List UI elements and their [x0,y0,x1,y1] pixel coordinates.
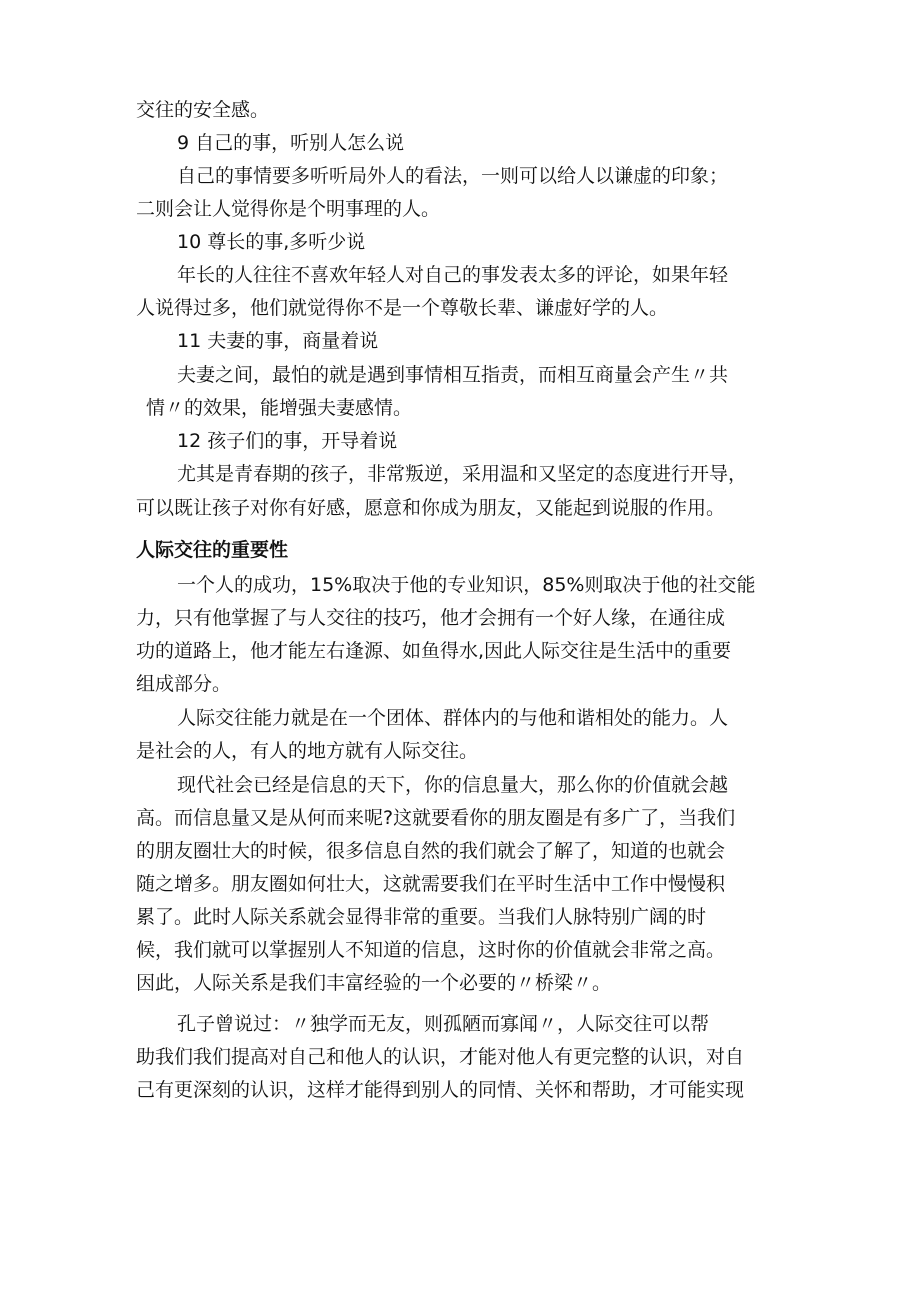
text-line: 年长的人往往不喜欢年轻人对自己的事发表太多的评论，如果年轻 [177,264,729,286]
text-line: 一个人的成功，15%取决于他的专业知识，85%则取决于他的社交能 [177,574,756,596]
text-line: 助我们我们提高对自己和他人的认识，才能对他人有更完整的认识，对自 [136,1046,745,1068]
text-line: 夫妻之间，最怕的就是遇到事情相互指责，而相互商量会产生〃共 [177,364,729,386]
text-line: 随之增多。朋友圈如何壮大，这就需要我们在平时生活中工作中慢慢积 [136,873,726,895]
text-line: 现代社会已经是信息的天下，你的信息量大，那么你的价值就会越 [177,774,729,796]
text-line: 候，我们就可以掌握别人不知道的信息，这时你的价值就会非常之高。 [136,939,726,961]
list-item-heading: 9 自己的事，听别人怎么说 [177,132,405,154]
text-line: 因此，人际关系是我们丰富经验的一个必要的〃桥梁〃。 [136,972,612,994]
text-line: 人说得过多，他们就觉得你不是一个尊敬长辈、谦虚好学的人。 [136,297,669,319]
text-line: 情〃的效果，能增强夫妻感情。 [146,397,413,419]
text-line: 是社会的人，有人的地方就有人际交往。 [136,740,479,762]
text-line: 自己的事情要多听听局外人的看法，一则可以给人以谦虚的印象； [177,165,729,187]
text-line: 累了。此时人际关系就会显得非常的重要。当我们人脉特别广阔的时 [136,906,707,928]
list-item-heading: 12 孩子们的事，开导着说 [177,430,398,452]
text-line: 尤其是青春期的孩子，非常叛逆，采用温和又坚定的态度进行开导， [177,463,748,485]
text-line: 人际交往能力就是在一个团体、群体内的与他和谐相处的能力。人 [177,707,729,729]
list-item-heading: 11 夫妻的事，商量着说 [177,330,379,352]
text-line: 二则会让人觉得你是个明事理的人。 [136,198,441,220]
text-line: 力，只有他掌握了与人交往的技巧，他才会拥有一个好人缘，在通往成 [136,607,726,629]
text-line: 功的道路上，他才能左右逢源、如鱼得水,因此人际交往是生活中的重要 [136,640,732,662]
text-line: 交往的安全感。 [136,99,270,121]
text-line: 组成部分。 [136,673,232,695]
section-heading: 人际交往的重要性 [136,539,289,561]
list-item-heading: 10 尊长的事,多听少说 [177,231,366,253]
text-line: 孔子曾说过：〃独学而无友，则孤陋而寡闻〃，人际交往可以帮 [177,1013,710,1035]
text-line: 的朋友圈壮大的时候，很多信息自然的我们就会了解了，知道的也就会 [136,840,726,862]
text-line: 高。而信息量又是从何而来呢?这就要看你的朋友圈是有多广了，当我们 [136,807,736,829]
text-line: 可以既让孩子对你有好感，愿意和你成为朋友，又能起到说服的作用。 [136,497,726,519]
text-line: 己有更深刻的认识，这样才能得到别人的同情、关怀和帮助，才可能实现 [136,1079,745,1101]
